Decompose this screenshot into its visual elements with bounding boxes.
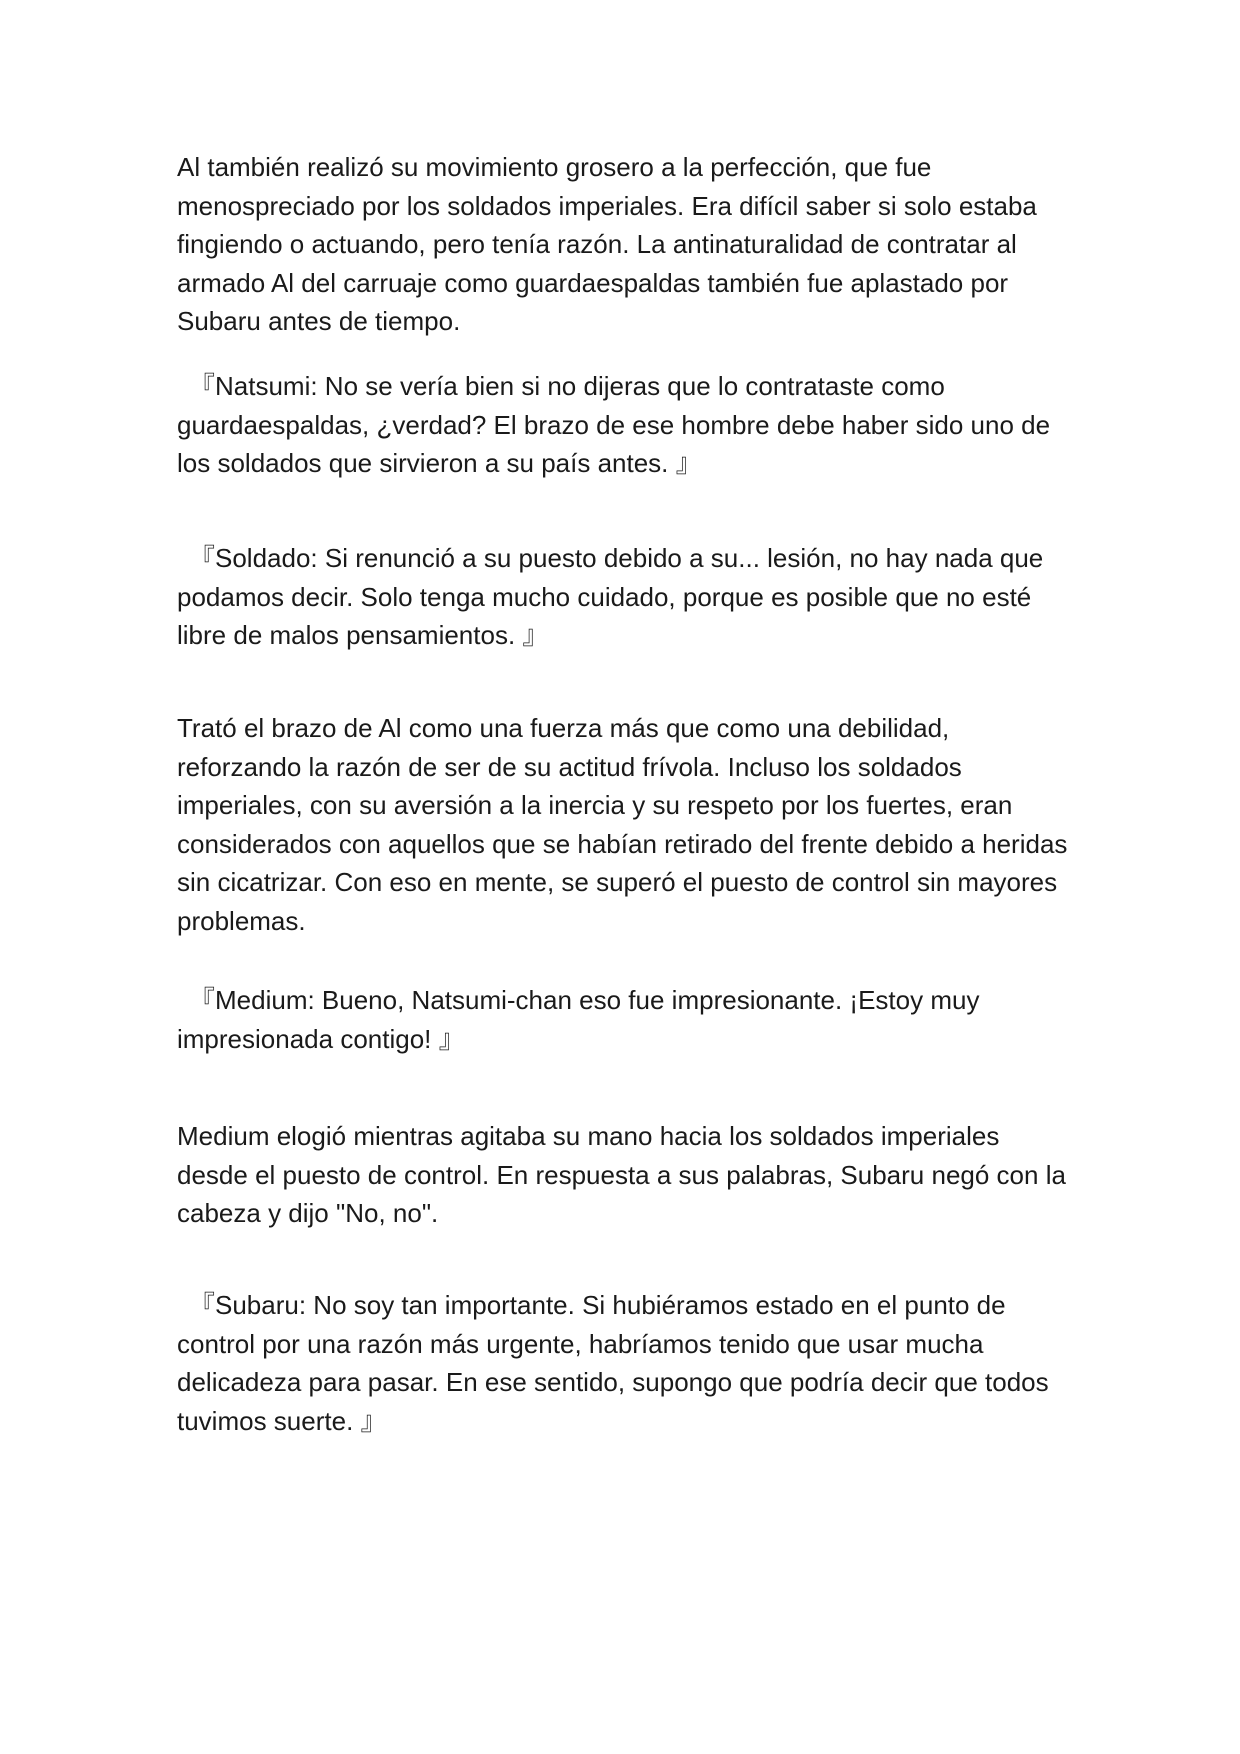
dialogue-medium: 『Medium: Bueno, Natsumi-chan eso fue impresionante. ¡Estoy muy impresionada contigo! 』 — [177, 985, 980, 1054]
narration-paragraph-3: Medium elogió mientras agitaba su mano hacia los soldados imperiales desde el puesto de control. En respuesta a sus palabras, Subaru negó con la cabeza y dijo "No, no". — [177, 1121, 1066, 1228]
dialogue-soldado: 『Soldado: Si renunció a su puesto debido a su... lesión, no hay nada que podamos decir. Solo tenga mucho cuidado, porque es posible que no esté libre de malos pensamientos. 』 — [177, 543, 1044, 650]
dialogue-natsumi: 『Natsumi: No se vería bien si no dijeras que lo contrataste como guardaespaldas, ¿verdad? El brazo de ese hombre debe haber sido uno de los soldados que sirvieron a su país antes. 』 — [177, 371, 1051, 478]
dialogue-subaru: 『Subaru: No soy tan importante. Si hubiéramos estado en el punto de control por una razón más urgente, habríamos tenido que usar mucha delicadeza para pasar. En ese sentido, supongo que podría decir que todos tuvimos suerte. 』 — [177, 1290, 1049, 1436]
narration-paragraph-2: Trató el brazo de Al como una fuerza más que como una debilidad, reforzando la razón de ser de su actitud frívola. Incluso los soldados imperiales, con su aversión a la inercia y su respeto por los fuertes, eran considerados con aquellos que se habían retirado del frente debido a heridas sin cicatrizar. Con eso en mente, se superó el puesto de control sin mayores problemas. — [177, 713, 1068, 936]
narration-paragraph-1: Al también realizó su movimiento grosero a la perfección, que fue menospreciado por los soldados imperiales. Era difícil saber si solo estaba fingiendo o actuando, pero tenía razón. La antinaturalidad de contratar al armado Al del carruaje como guardaespaldas también fue aplastado por Subaru antes de tiempo. — [177, 152, 1037, 336]
